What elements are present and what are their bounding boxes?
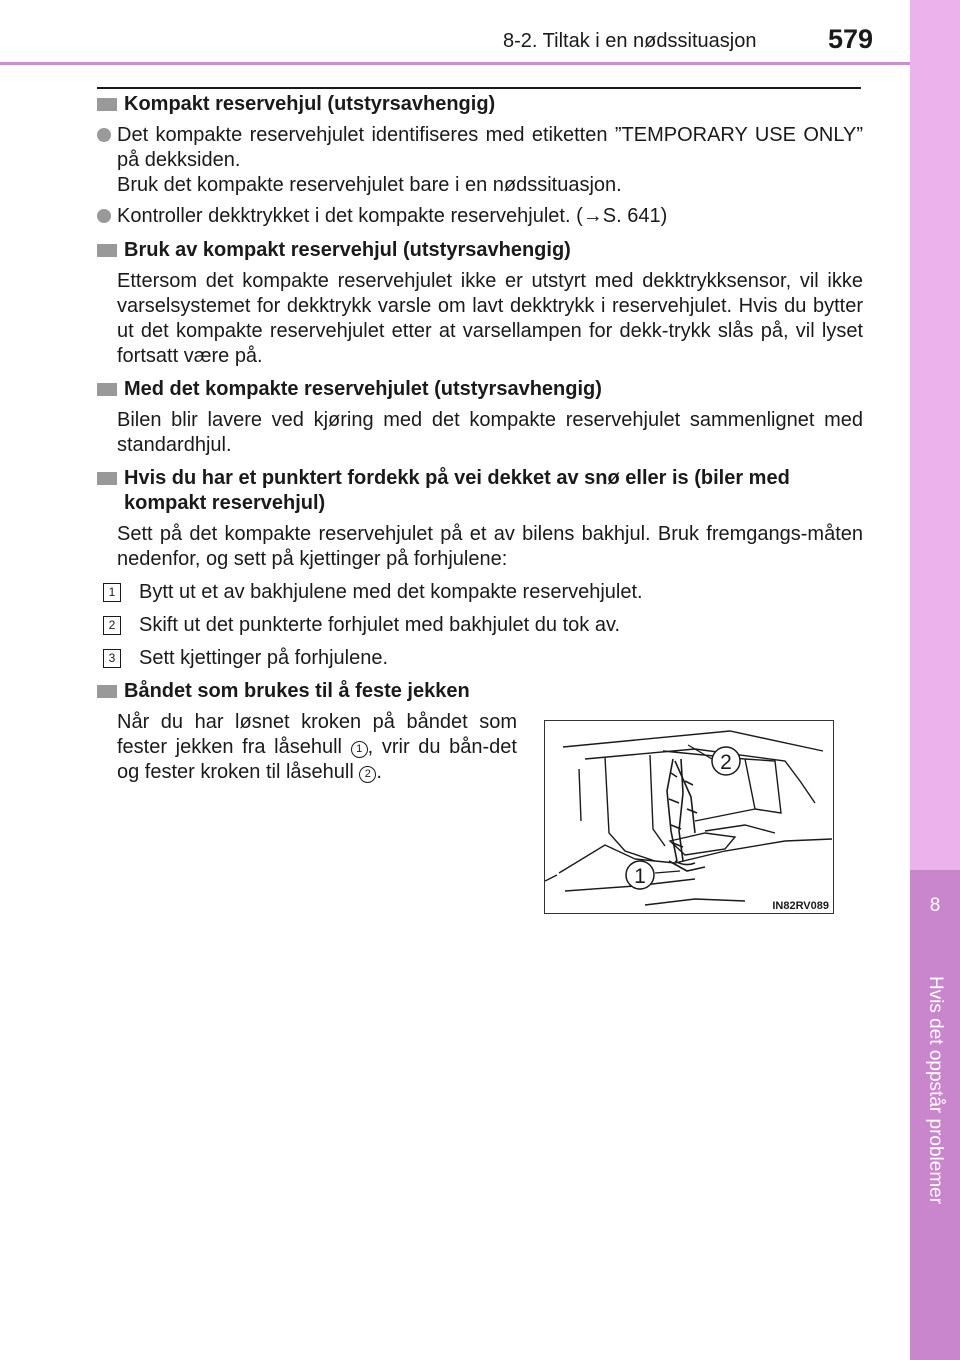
list-item <box>97 204 863 230</box>
section-title: Med det kompakte reservehjulet (utstyrsavhengig) <box>124 378 602 400</box>
section-compact-spare <box>97 92 863 230</box>
figure-callout-1: 1 <box>634 865 646 888</box>
section-title: Båndet som brukes til å feste jekken <box>124 680 470 702</box>
section-title: Hvis du har et punktert fordekk på vei dekket av snø eller is (biler med kompakt reservehjul) <box>124 467 790 514</box>
body-text: Når du har løsnet kroken på båndet som fester jekken fra låsehull <box>117 711 517 758</box>
callout-ref-2: 2 <box>359 766 376 783</box>
square-bullet-icon <box>97 98 117 111</box>
content-top-rule <box>97 87 861 89</box>
step-item <box>103 646 863 671</box>
section-with-compact-spare <box>97 377 863 458</box>
chapter-number: 8 <box>929 895 941 916</box>
step-text: Skift ut det punkterte forhjulet med bakhjulet du tok av. <box>139 614 621 636</box>
step-list <box>97 580 863 671</box>
body-text: , vrir du bån-det og fester kroken til låsehull <box>117 736 517 783</box>
section-body: Bilen blir lavere ved kjøring med det kompakte reservehjulet sammenlignet med standardhjul. <box>117 409 863 456</box>
step-number: 3 <box>103 649 121 668</box>
chapter-title: Hvis det oppstår problemer <box>925 975 946 1205</box>
jack-strap-drawing <box>545 721 832 912</box>
page-number: 579 <box>828 24 874 54</box>
section-body: Sett på det kompakte reservehjulet på et av bilens bakhjul. Bruk fremgangs-måten nedenfor, og sett på kjettinger på forhjulene: <box>117 523 863 570</box>
figure-code: IN82RV089 <box>772 900 829 912</box>
square-bullet-icon <box>97 685 117 698</box>
bullet-text: Kontroller dekktrykket i det kompakte reservehjulet. (→S. 641) <box>117 205 668 227</box>
step-item <box>103 580 863 605</box>
section-title: Kompakt reservehjul (utstyrsavhengig) <box>124 93 496 115</box>
step-text: Sett kjettinger på forhjulene. <box>139 647 389 669</box>
section-body: Ettersom det kompakte reservehjulet ikke er utstyrt med dekktrykksensor, vil ikke varselsystemet for dekktrykk varsle om lavt dekktrykk i reservehjulet. Hvis du bytter ut det kompakte reservehjulet etter at varsellampen for dekk-trykk slås på, vil lyset fortsatt være på. <box>117 270 863 367</box>
round-bullet-icon <box>97 209 111 223</box>
body-text: . <box>376 761 382 783</box>
bullet-text-line2: Bruk det kompakte reservehjulet bare i en nødssituasjon. <box>117 174 622 196</box>
jack-strap-illustration <box>544 720 834 914</box>
header-divider <box>0 62 910 65</box>
section-flat-front-tire <box>97 466 863 671</box>
square-bullet-icon <box>97 244 117 257</box>
square-bullet-icon <box>97 472 117 485</box>
section-title: Bruk av kompakt reservehjul (utstyrsavhengig) <box>124 239 571 261</box>
round-bullet-icon <box>97 128 111 142</box>
section-use-compact-spare <box>97 238 863 369</box>
figure-callout-2: 2 <box>720 751 732 774</box>
bullet-text: Det kompakte reservehjulet identifiseres med etiketten ”TEMPORARY USE ONLY” på dekksiden. <box>117 124 863 171</box>
callout-ref-1: 1 <box>351 741 368 758</box>
step-text: Bytt ut et av bakhjulene med det kompakte reservehjulet. <box>139 581 643 603</box>
step-item <box>103 613 863 638</box>
section-heading: 8-2. Tiltak i en nødssituasjon <box>503 30 757 52</box>
section-body <box>97 710 517 785</box>
square-bullet-icon <box>97 383 117 396</box>
page-content <box>97 92 863 785</box>
step-number: 1 <box>103 583 121 602</box>
list-item <box>97 123 863 198</box>
step-number: 2 <box>103 616 121 635</box>
